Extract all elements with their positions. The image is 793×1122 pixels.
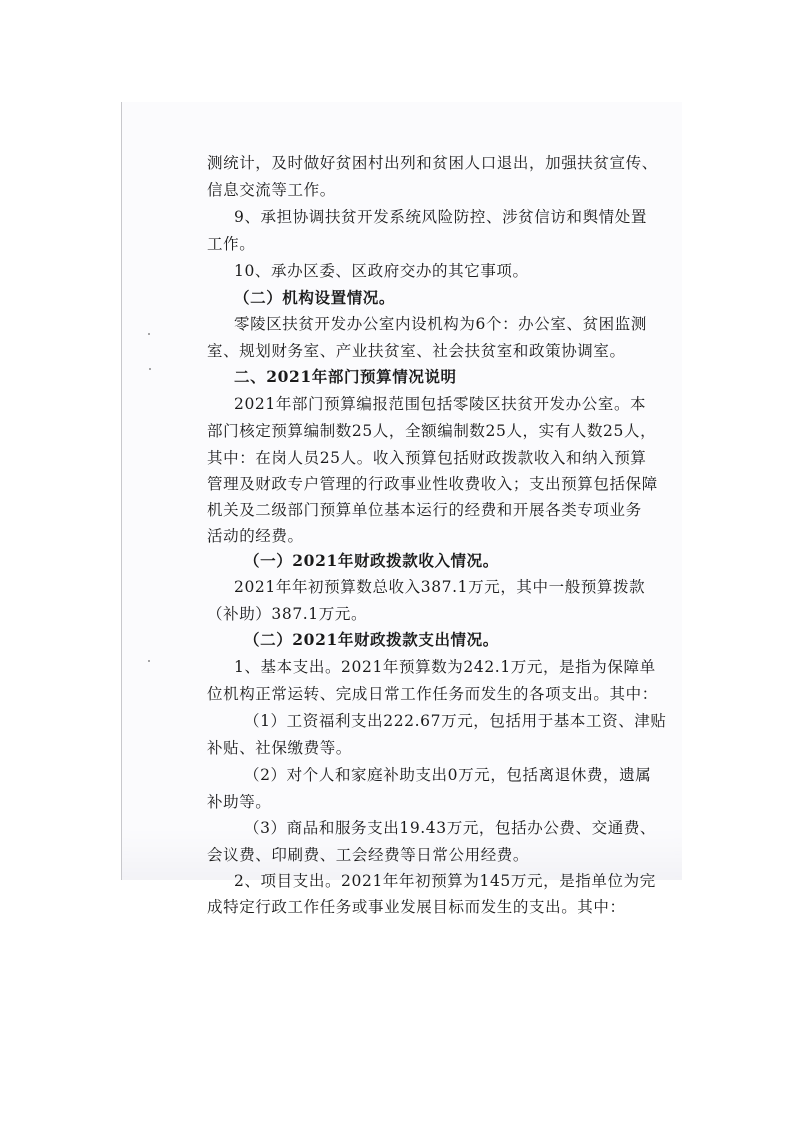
paragraph-line: 工作。 — [207, 235, 256, 253]
paragraph-line: 10、承办区委、区政府交办的其它事项。 — [234, 262, 529, 280]
paragraph-line: 机关及二级部门预算单位基本运行的经费和开展各类专项业务 — [207, 501, 642, 519]
scan-speck — [148, 333, 150, 335]
paragraph-line: 零陵区扶贫开发办公室内设机构为6个：办公室、贫困监测 — [234, 315, 647, 333]
section-heading: 二、2021年部门预算情况说明 — [234, 367, 457, 386]
paragraph-line: （1）工资福利支出222.67万元，包括用于基本工资、津贴 — [244, 712, 667, 730]
paragraph-line: 成特定行政工作任务或事业发展目标而发生的支出。其中： — [207, 898, 626, 916]
paragraph-line: 2、项目支出。2021年年初预算为145万元，是指单位为完 — [234, 872, 656, 890]
paragraph-line: 室、规划财务室、产业扶贫室、社会扶贫室和政策协调室。 — [207, 342, 626, 360]
paragraph-line: 信息交流等工作。 — [207, 181, 336, 199]
paragraph-line: 位机构正常运转、完成日常工作任务而发生的各项支出。其中： — [207, 685, 658, 703]
paragraph-line: （2）对个人和家庭补助支出0万元，包括离退休费，遗属 — [244, 766, 652, 784]
paragraph-line: 其中：在岗人员25人。收入预算包括财政拨款收入和纳入预算 — [207, 449, 647, 467]
paragraph-line: 补助等。 — [207, 793, 272, 811]
paragraph-line: 部门核定预算编制数25人，全额编制数25人，实有人数25人， — [207, 422, 657, 440]
scan-speck — [149, 368, 151, 370]
paragraph-line: 2021年年初预算数总收入387.1万元，其中一般预算拨款 — [234, 578, 646, 596]
paragraph-line: 9、承担协调扶贫开发系统风险防控、涉贫信访和舆情处置 — [234, 208, 647, 226]
paragraph-line: 补贴、社保缴费等。 — [207, 739, 352, 757]
paragraph-line: 管理及财政专户管理的行政事业性收费收入；支出预算包括保障 — [207, 475, 658, 493]
paragraph-line: 2021年部门预算编报范围包括零陵区扶贫开发办公室。本 — [234, 395, 647, 413]
section-heading: （一）2021年财政拨款收入情况。 — [244, 551, 499, 570]
section-heading: （二）机构设置情况。 — [234, 288, 396, 307]
section-heading: （二）2021年财政拨款支出情况。 — [244, 630, 499, 649]
paragraph-line: 测统计，及时做好贫困村出列和贫困人口退出，加强扶贫宣传、 — [207, 154, 658, 172]
paragraph-line: （补助）387.1万元。 — [207, 605, 368, 623]
paragraph-line: 1、基本支出。2021年预算数为242.1万元，是指为保障单 — [234, 658, 656, 676]
paragraph-line: 会议费、印刷费、工会经费等日常公用经费。 — [207, 846, 530, 864]
paragraph-line: 活动的经费。 — [207, 527, 304, 545]
scan-speck — [148, 660, 150, 662]
paragraph-line: （3）商品和服务支出19.43万元，包括办公费、交通费、 — [244, 819, 657, 837]
